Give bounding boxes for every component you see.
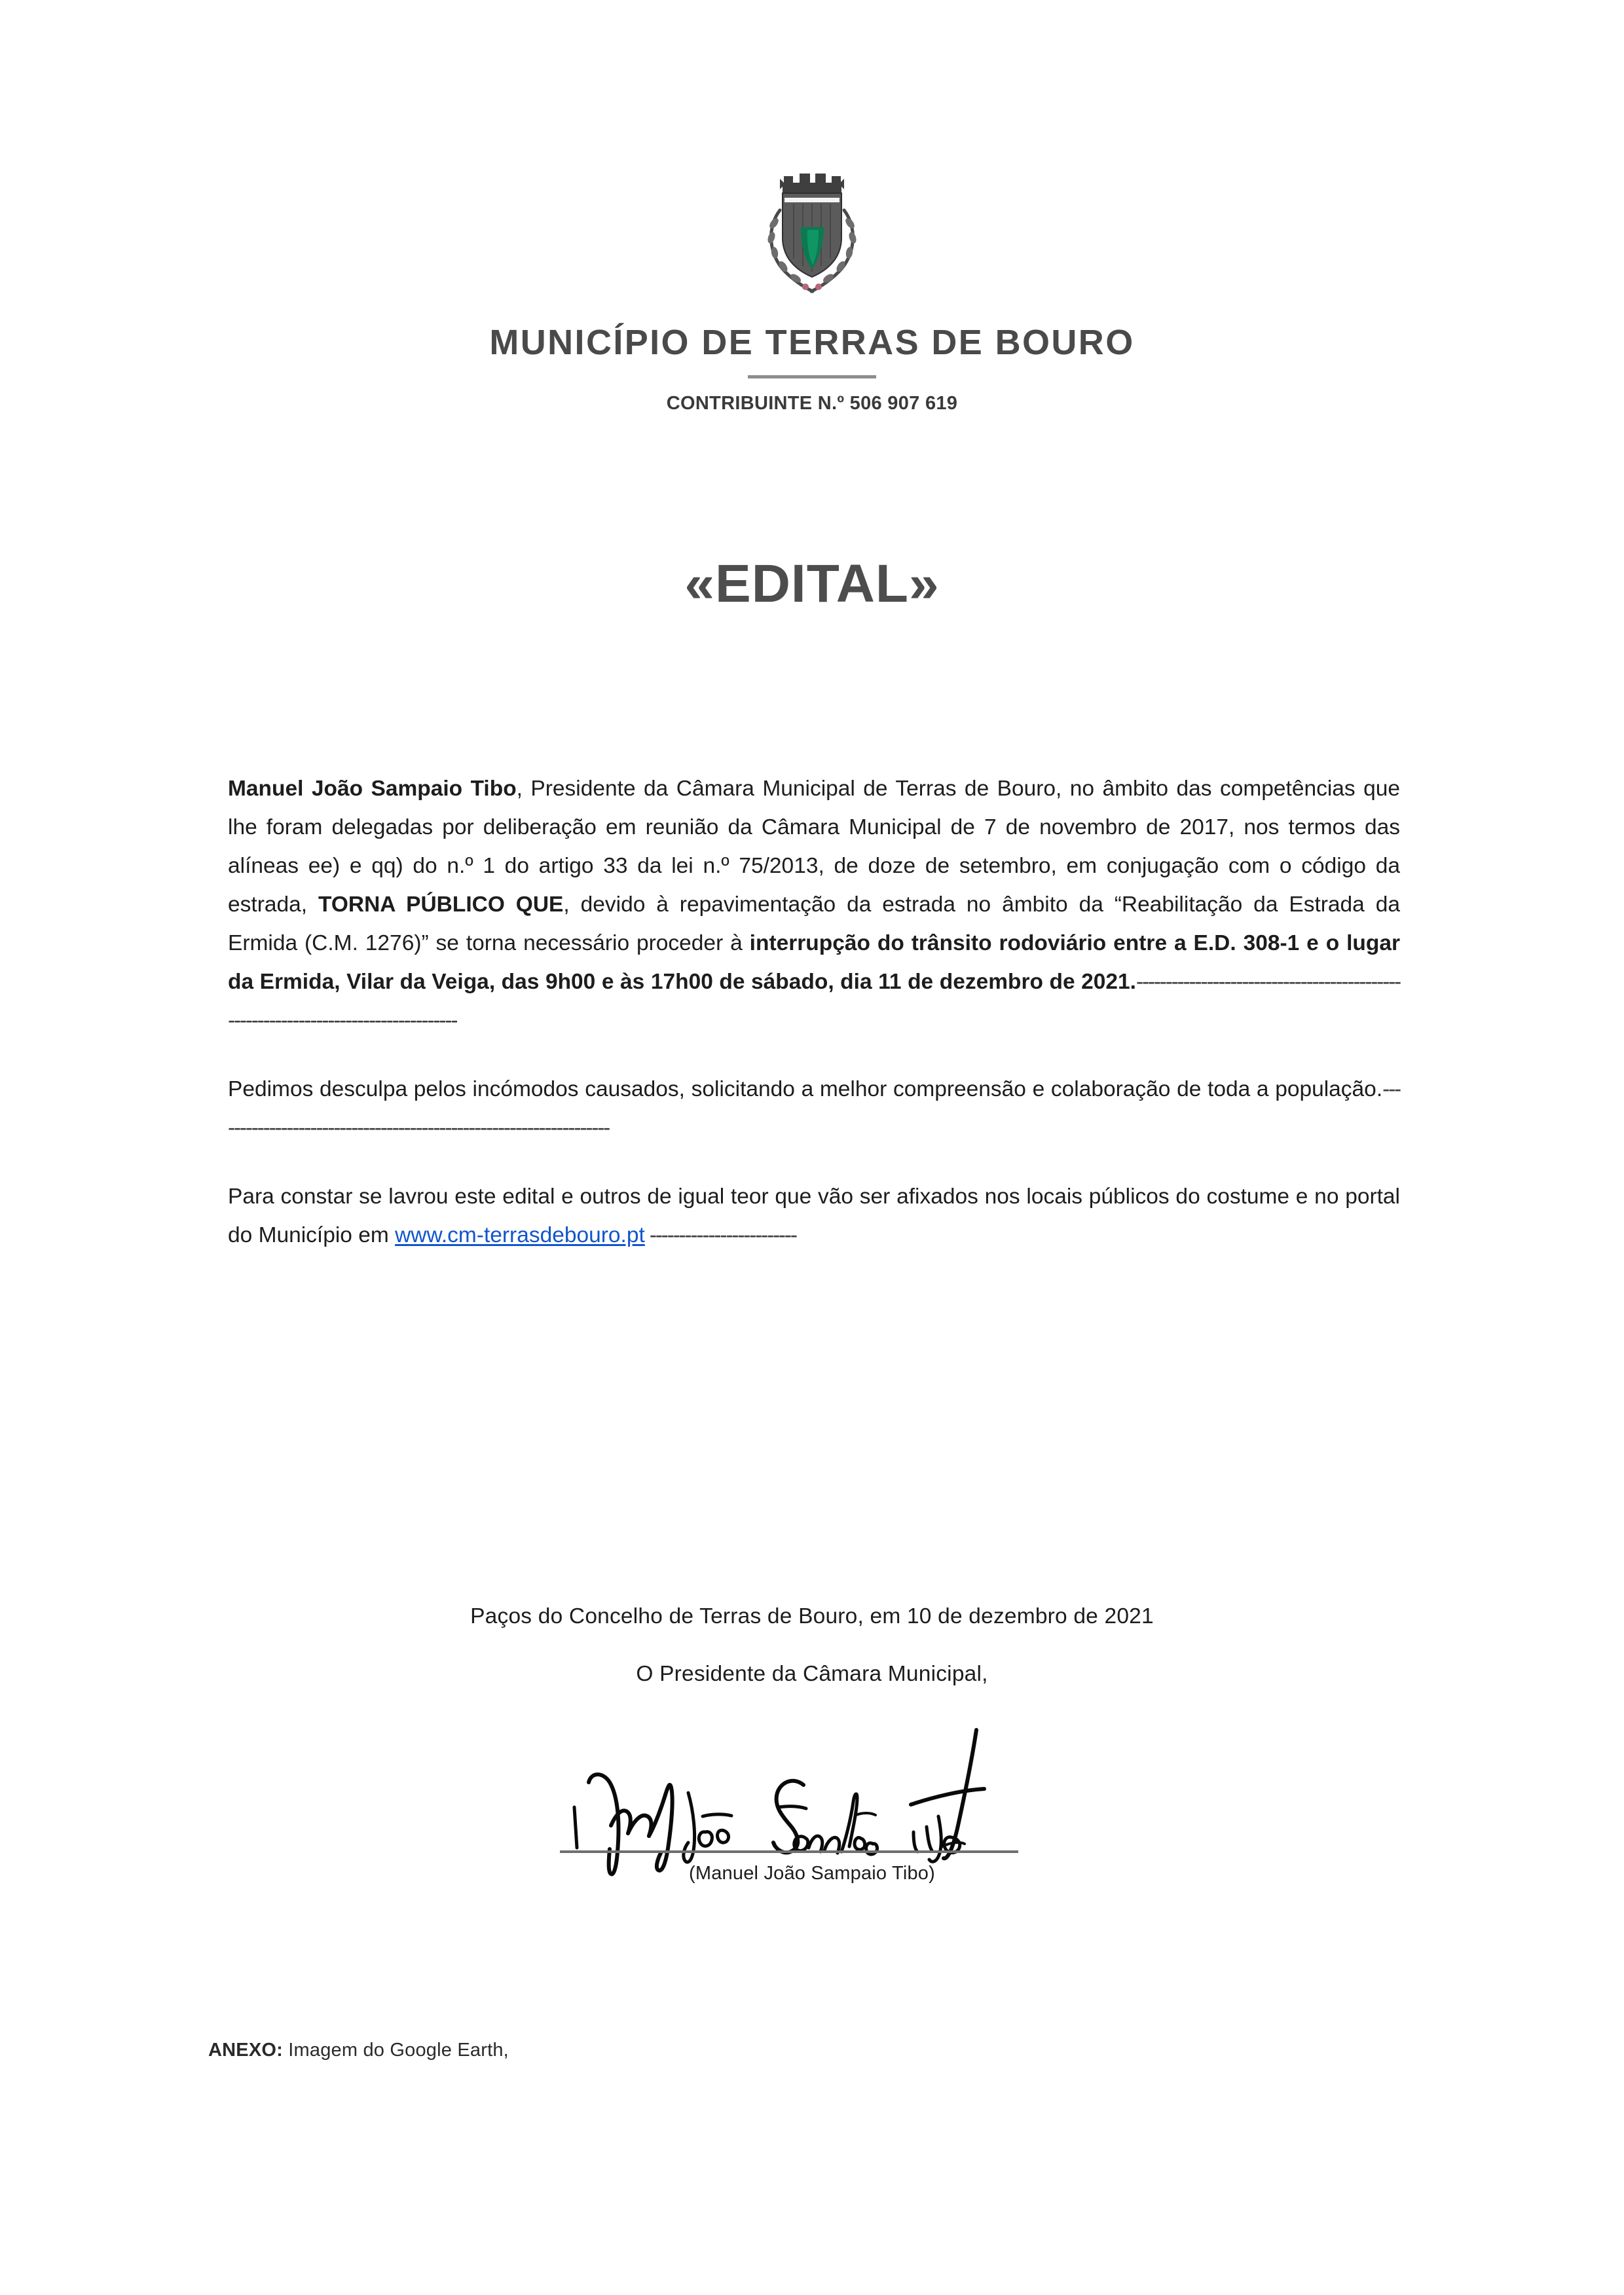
taxpayer-number: CONTRIBUINTE N.º 506 907 619 bbox=[666, 393, 958, 414]
road-closure-bold: interrupção do trânsito rodoviário entre a E.D. 308-1 e o lugar da Ermida, Vilar da Veiga, das 9h00 e às 17h00 de sábado, dia 11 de dezembro de 2021. bbox=[228, 931, 1400, 994]
paragraph3-part1: Para constar se lavrou este edital e outros de igual teor que vão ser afixados nos locais públicos do costume e no portal do Município em bbox=[228, 1184, 1400, 1247]
signature-zone bbox=[0, 1709, 1624, 1919]
paragraph-apology bbox=[228, 1070, 1400, 1147]
president-name-inline: Manuel João Sampaio Tibo bbox=[228, 777, 517, 801]
paragraph1-part1: , Presidente da Câmara Municipal de Terras de Bouro, no âmbito das competências que lhe foram delegadas por deliberação em reunião da Câmara Municipal de 7 de novembro de 2017, nos termos das alíneas ee) e qq) do n.º 1 do artigo 33 da lei n.º 75/2013, de doze de setembro, em conjugação com o código da estrada, bbox=[228, 777, 1401, 917]
place-and-date: Paços do Concelho de Terras de Bouro, em 10 de dezembro de 2021 bbox=[470, 1604, 1154, 1628]
municipal-coat-of-arms-icon bbox=[756, 167, 868, 301]
municipality-website-link[interactable]: www.cm-terrasdebouro.pt bbox=[395, 1223, 645, 1247]
torna-publico-bold: TORNA PÚBLICO QUE bbox=[318, 892, 564, 917]
document-header bbox=[0, 167, 1624, 414]
annex-text: Imagem do Google Earth, bbox=[283, 2040, 509, 2061]
closing-block bbox=[0, 1604, 1624, 1687]
handwritten-signature-icon bbox=[560, 1709, 1018, 1879]
paragraph-announcement bbox=[228, 769, 1400, 1040]
municipality-title: MUNICÍPIO DE TERRAS DE BOURO bbox=[489, 323, 1135, 362]
page-title: «EDITAL» bbox=[684, 554, 940, 614]
paragraph1-dash-filler: ------------------------------------------------------------------------------------ bbox=[228, 970, 1400, 1033]
signature-rule bbox=[560, 1850, 1018, 1853]
document-body bbox=[228, 769, 1400, 1255]
paragraph1-part2: , devido à repavimentação da estrada no âmbito da “Reabilitação da Estrada da Ermida (C.M. 1276)” se torna necessário proceder à bbox=[228, 892, 1400, 955]
header-divider bbox=[748, 375, 876, 378]
signature-name-label: (Manuel João Sampaio Tibo) bbox=[689, 1863, 935, 1884]
president-title-label: O Presidente da Câmara Municipal, bbox=[636, 1662, 988, 1686]
paragraph3-dash-filler: ------------------------- bbox=[644, 1223, 796, 1247]
annex-label: ANEXO: bbox=[208, 2040, 283, 2061]
paragraph2-dash-filler: -------------------------------------------------------------------- bbox=[228, 1077, 1400, 1140]
paragraph-posting bbox=[228, 1177, 1400, 1255]
paragraph2-text: Pedimos desculpa pelos incómodos causados, solicitando a melhor compreensão e colaboração de toda a população. bbox=[228, 1077, 1383, 1101]
annex-note bbox=[208, 2040, 509, 2061]
